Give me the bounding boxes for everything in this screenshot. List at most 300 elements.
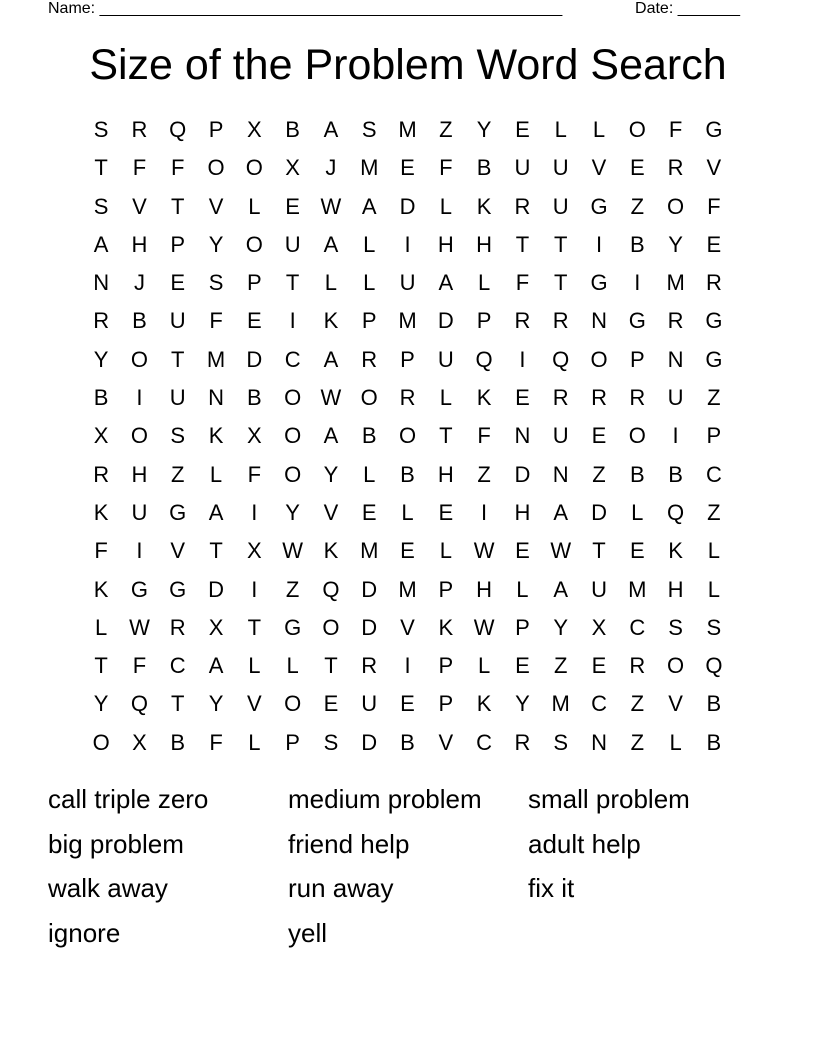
grid-letter[interactable]: T — [171, 193, 185, 219]
grid-letter[interactable]: G — [130, 576, 148, 602]
grid-letter[interactable]: U — [437, 346, 454, 372]
grid-row — [82, 685, 733, 723]
grid-letter[interactable]: L — [363, 461, 376, 487]
grid-letter[interactable]: Z — [553, 653, 568, 679]
grid-letter[interactable]: L — [363, 231, 376, 257]
grid-letter[interactable]: R — [629, 653, 646, 679]
grid-letter[interactable]: P — [246, 270, 262, 296]
grid-letter[interactable]: P — [438, 576, 454, 602]
grid-letter[interactable]: L — [248, 729, 261, 755]
grid-letter[interactable]: C — [284, 346, 301, 372]
grid-letter[interactable]: D — [514, 461, 531, 487]
grid-letter[interactable]: Y — [93, 346, 109, 372]
grid-letter[interactable]: L — [477, 653, 491, 679]
grid-letter[interactable]: Q — [552, 346, 570, 372]
grid-letter[interactable]: R — [93, 308, 110, 334]
grid-letter[interactable]: O — [130, 346, 148, 372]
grid-letter[interactable]: B — [361, 423, 377, 449]
grid-letter[interactable]: Y — [323, 461, 339, 487]
grid-letter[interactable]: P — [285, 729, 300, 755]
grid-letter[interactable]: L — [401, 499, 414, 525]
grid-letter[interactable]: V — [668, 691, 683, 717]
grid-letter[interactable]: R — [169, 614, 186, 640]
grid-letter[interactable]: L — [592, 117, 606, 142]
grid-letter[interactable]: F — [132, 155, 147, 181]
grid-letter[interactable]: H — [667, 576, 684, 602]
grid-letter[interactable]: L — [439, 385, 452, 411]
grid-letter[interactable]: Z — [707, 385, 721, 411]
grid-letter[interactable]: R — [514, 729, 531, 755]
grid-letter[interactable]: E — [323, 691, 339, 717]
grid-letter[interactable]: B — [170, 729, 186, 755]
grid-letter[interactable]: P — [629, 346, 645, 372]
grid-letter[interactable]: Y — [285, 499, 300, 525]
grid-letter[interactable]: H — [131, 461, 148, 487]
grid-letter[interactable]: X — [246, 538, 262, 564]
grid-letter[interactable]: I — [251, 499, 258, 525]
grid-letter[interactable]: L — [631, 499, 644, 525]
grid-letter[interactable]: H — [476, 576, 493, 602]
grid-letter[interactable]: A — [438, 270, 454, 296]
grid-letter[interactable]: M — [360, 538, 379, 564]
grid-letter[interactable]: D — [361, 576, 378, 602]
grid-letter[interactable]: Q — [705, 653, 723, 679]
grid-letter[interactable]: H — [131, 231, 148, 257]
grid-letter[interactable]: I — [289, 308, 296, 334]
grid-letter[interactable]: N — [591, 308, 607, 334]
grid-letter[interactable]: I — [251, 576, 258, 602]
grid-letter[interactable]: B — [400, 729, 415, 755]
grid-letter[interactable]: Y — [553, 614, 569, 640]
grid-letter[interactable]: O — [360, 385, 378, 411]
grid-letter[interactable]: S — [706, 614, 722, 640]
grid-letter[interactable]: X — [93, 423, 109, 449]
grid-letter[interactable]: R — [629, 385, 646, 411]
word-list-item: run away — [288, 873, 394, 904]
grid-letter[interactable]: W — [320, 385, 342, 411]
grid-letter[interactable]: A — [553, 576, 569, 602]
grid-letter[interactable]: E — [515, 117, 530, 142]
grid-letter[interactable]: Z — [285, 576, 300, 602]
grid-letter[interactable]: D — [246, 346, 263, 372]
grid-letter[interactable]: O — [130, 423, 148, 449]
grid-letter[interactable]: I — [672, 423, 679, 449]
grid-letter[interactable]: Y — [515, 691, 530, 717]
grid-letter[interactable]: I — [519, 346, 526, 372]
header-line — [48, 0, 740, 20]
grid-letter[interactable]: F — [132, 653, 147, 679]
grid-letter[interactable]: E — [515, 385, 530, 411]
grid-letter[interactable]: E — [361, 499, 377, 525]
grid-letter[interactable]: O — [628, 423, 646, 449]
grid-letter[interactable]: K — [476, 193, 492, 219]
grid-letter[interactable]: X — [246, 117, 262, 142]
grid-letter[interactable]: L — [477, 270, 491, 296]
grid-letter[interactable]: Y — [476, 117, 492, 142]
grid-letter[interactable]: C — [591, 691, 607, 717]
grid-letter[interactable]: S — [323, 729, 339, 755]
grid-letter[interactable]: V — [323, 499, 339, 525]
grid-letter[interactable]: K — [476, 385, 492, 411]
grid-letter[interactable]: U — [131, 499, 148, 525]
grid-letter[interactable]: Q — [169, 117, 187, 142]
grid-letter[interactable]: F — [515, 270, 530, 296]
grid-letter[interactable]: L — [248, 653, 261, 679]
grid-letter[interactable]: N — [514, 423, 531, 449]
grid-letter[interactable]: I — [136, 538, 143, 564]
grid-letter[interactable]: P — [208, 117, 224, 142]
grid-letter[interactable]: J — [133, 270, 145, 296]
grid-letter[interactable]: H — [437, 231, 454, 257]
grid-letter[interactable]: D — [208, 576, 224, 602]
grid-letter[interactable]: X — [132, 729, 147, 755]
grid-letter[interactable]: L — [707, 538, 721, 564]
grid-letter[interactable]: R — [552, 308, 569, 334]
grid-letter[interactable]: Z — [592, 461, 606, 487]
grid-letter[interactable]: W — [473, 538, 495, 564]
grid-letter[interactable]: U — [169, 308, 186, 334]
grid-letter[interactable]: D — [361, 614, 378, 640]
grid-letter[interactable]: R — [667, 155, 684, 181]
grid-letter[interactable]: O — [207, 155, 225, 181]
grid-letter[interactable]: A — [323, 346, 339, 372]
grid-letter[interactable]: S — [93, 117, 109, 142]
grid-letter[interactable]: V — [591, 155, 607, 181]
grid-letter[interactable]: J — [325, 155, 337, 181]
grid-letter[interactable]: D — [437, 308, 454, 334]
grid-letter[interactable]: A — [93, 231, 109, 257]
grid-letter[interactable]: B — [246, 385, 262, 411]
grid-letter[interactable]: G — [705, 308, 723, 334]
grid-letter[interactable]: N — [552, 461, 569, 487]
grid-letter[interactable]: Y — [668, 231, 683, 257]
grid-letter[interactable]: R — [131, 117, 148, 142]
grid-letter[interactable]: R — [93, 461, 110, 487]
grid-letter[interactable]: O — [245, 155, 263, 181]
grid-letter[interactable]: Z — [707, 499, 721, 525]
grid-letter[interactable]: B — [476, 155, 492, 181]
grid-letter[interactable]: X — [208, 614, 224, 640]
grid-letter[interactable]: W — [282, 538, 304, 564]
grid-letter[interactable]: N — [591, 729, 607, 755]
grid-letter[interactable]: T — [94, 653, 108, 679]
grid-letter[interactable]: E — [400, 155, 415, 181]
grid-letter[interactable]: U — [552, 193, 569, 219]
grid-letter[interactable]: F — [707, 193, 721, 219]
grid-letter[interactable]: S — [668, 614, 683, 640]
grid-letter[interactable]: T — [553, 231, 568, 257]
grid-letter[interactable]: Z — [630, 729, 645, 755]
grid-letter[interactable]: E — [246, 308, 262, 334]
grid-letter[interactable]: P — [170, 231, 186, 257]
grid-letter[interactable]: I — [634, 270, 641, 296]
grid-letter[interactable]: E — [591, 653, 607, 679]
grid-letter[interactable]: S — [208, 270, 224, 296]
grid-letter[interactable]: E — [400, 691, 415, 717]
word-list-item: yell — [288, 918, 328, 949]
grid-letter[interactable]: L — [516, 576, 529, 602]
grid-letter[interactable]: G — [169, 576, 187, 602]
grid-letter[interactable]: G — [590, 270, 608, 296]
grid-letter[interactable]: F — [209, 308, 223, 334]
grid-letter[interactable]: P — [476, 308, 492, 334]
grid-letter[interactable]: F — [668, 117, 683, 142]
grid-letter[interactable]: F — [94, 538, 108, 564]
grid-letter[interactable]: D — [591, 499, 607, 525]
grid-letter[interactable]: A — [323, 423, 339, 449]
grid-letter[interactable]: E — [515, 653, 530, 679]
grid-letter[interactable]: N — [667, 346, 684, 372]
grid-letter[interactable]: P — [706, 423, 722, 449]
grid-letter[interactable]: A — [553, 499, 569, 525]
grid-letter[interactable]: E — [515, 538, 530, 564]
grid-letter[interactable]: G — [590, 193, 608, 219]
grid-letter[interactable]: U — [169, 385, 186, 411]
grid-letter[interactable]: U — [514, 155, 531, 181]
grid-letter[interactable]: R — [552, 385, 569, 411]
grid-letter[interactable]: L — [439, 538, 452, 564]
grid-letter[interactable]: K — [476, 691, 492, 717]
grid-letter[interactable]: B — [706, 691, 722, 717]
grid-letter[interactable]: U — [284, 231, 301, 257]
grid-letter[interactable]: B — [706, 729, 722, 755]
grid-letter[interactable]: P — [438, 653, 454, 679]
grid-letter[interactable]: L — [95, 614, 108, 640]
grid-letter[interactable]: D — [399, 193, 416, 219]
grid-letter[interactable]: T — [439, 423, 453, 449]
grid-letter[interactable]: V — [706, 155, 722, 181]
grid-letter[interactable]: R — [591, 385, 607, 411]
grid-letter[interactable]: Z — [630, 691, 645, 717]
word-list-item: big problem — [48, 828, 184, 859]
grid-letter[interactable]: T — [209, 538, 223, 564]
grid-letter[interactable]: R — [705, 270, 722, 296]
grid-letter[interactable]: O — [284, 423, 302, 449]
grid-letter[interactable]: L — [707, 576, 721, 602]
grid-letter[interactable]: W — [550, 538, 572, 564]
grid-letter[interactable]: Z — [630, 193, 645, 219]
grid-letter[interactable]: K — [323, 538, 339, 564]
grid-letter[interactable]: A — [208, 653, 224, 679]
grid-letter[interactable]: Z — [171, 461, 185, 487]
grid-letter[interactable]: B — [400, 461, 415, 487]
grid-letter[interactable]: W — [129, 614, 150, 640]
grid-letter[interactable]: A — [208, 499, 224, 525]
grid-letter[interactable]: F — [209, 729, 223, 755]
grid-letter[interactable]: L — [439, 193, 452, 219]
grid-letter[interactable]: R — [514, 193, 531, 219]
grid-letter[interactable]: O — [628, 117, 646, 142]
grid-letter[interactable]: E — [706, 231, 722, 257]
grid-letter[interactable]: T — [592, 538, 606, 564]
grid-letter[interactable]: Y — [208, 691, 224, 717]
grid-letter[interactable]: T — [171, 346, 185, 372]
grid-letter[interactable]: K — [93, 576, 109, 602]
grid-letter[interactable]: K — [668, 538, 683, 564]
grid-letter[interactable]: M — [398, 117, 417, 142]
grid-letter[interactable]: V — [170, 538, 186, 564]
grid-letter[interactable]: S — [170, 423, 186, 449]
grid-letter[interactable]: Y — [208, 231, 224, 257]
name-field[interactable]: Name: ____________________________________________________ — [48, 0, 563, 17]
grid-letter[interactable]: O — [398, 423, 417, 449]
grid-letter[interactable]: T — [247, 614, 262, 640]
grid-letter[interactable]: I — [404, 231, 411, 257]
grid-letter[interactable]: A — [323, 231, 339, 257]
grid-letter[interactable]: R — [361, 653, 378, 679]
date-field[interactable]: Date: _______ — [635, 0, 740, 17]
grid-letter[interactable]: V — [132, 193, 147, 219]
grid-letter[interactable]: K — [208, 423, 224, 449]
grid-letter[interactable]: S — [93, 193, 109, 219]
grid-letter[interactable]: E — [629, 538, 645, 564]
grid-letter[interactable]: B — [629, 231, 645, 257]
grid-letter[interactable]: O — [590, 346, 608, 372]
grid-letter[interactable]: P — [515, 614, 530, 640]
grid-letter[interactable]: U — [361, 691, 378, 717]
grid-letter[interactable]: G — [705, 117, 723, 142]
grid-letter[interactable]: U — [552, 155, 569, 181]
grid-letter[interactable]: E — [170, 270, 186, 296]
grid-letter[interactable]: U — [399, 270, 416, 296]
grid-letter[interactable]: B — [93, 385, 109, 411]
grid-letter[interactable]: T — [285, 270, 300, 296]
grid-letter[interactable]: B — [285, 117, 300, 142]
grid-letter[interactable]: L — [669, 729, 682, 755]
grid-letter[interactable]: S — [361, 117, 377, 142]
grid-letter[interactable]: I — [481, 499, 488, 525]
grid-letter[interactable]: U — [552, 423, 569, 449]
grid-letter[interactable]: P — [438, 691, 454, 717]
grid-letter[interactable]: D — [361, 729, 378, 755]
grid-letter[interactable]: B — [629, 461, 645, 487]
grid-letter[interactable]: P — [400, 346, 415, 372]
grid-letter[interactable]: G — [169, 499, 187, 525]
grid-letter[interactable]: O — [322, 614, 340, 640]
grid-letter[interactable]: M — [628, 576, 647, 602]
grid-letter[interactable]: Q — [322, 576, 340, 602]
grid-letter[interactable]: I — [595, 231, 603, 257]
grid-letter[interactable]: U — [667, 385, 684, 411]
grid-letter[interactable]: P — [361, 308, 377, 334]
grid-letter[interactable]: H — [437, 461, 454, 487]
page-title: Size of the Problem Word Search — [89, 41, 727, 89]
grid-letter[interactable]: O — [667, 193, 685, 219]
grid-letter[interactable]: V — [438, 729, 454, 755]
grid-letter[interactable]: V — [208, 193, 224, 219]
grid-letter[interactable]: O — [284, 461, 302, 487]
grid-letter[interactable]: M — [398, 308, 417, 334]
grid-letter[interactable]: K — [93, 499, 109, 525]
grid-letter[interactable]: C — [629, 614, 646, 640]
grid-letter[interactable]: A — [323, 117, 339, 142]
grid-letter[interactable]: N — [208, 385, 224, 411]
grid-letter[interactable]: Z — [477, 461, 491, 487]
grid-letter[interactable]: O — [284, 691, 302, 717]
grid-letter[interactable]: L — [554, 117, 567, 142]
grid-letter[interactable]: O — [284, 385, 302, 411]
grid-letter[interactable]: F — [247, 461, 262, 487]
grid-letter[interactable]: R — [667, 308, 684, 334]
grid-letter[interactable]: W — [473, 614, 495, 640]
grid-letter[interactable]: L — [248, 193, 261, 219]
grid-letter[interactable]: B — [132, 308, 147, 334]
grid-letter[interactable]: F — [171, 155, 185, 181]
grid-letter[interactable]: L — [324, 270, 338, 296]
grid-letter[interactable]: I — [136, 385, 143, 411]
grid-letter[interactable]: Q — [130, 691, 148, 717]
grid-letter[interactable]: V — [400, 614, 415, 640]
grid-letter[interactable]: M — [360, 155, 379, 181]
grid-letter[interactable]: R — [514, 308, 531, 334]
grid-letter[interactable]: E — [591, 423, 607, 449]
grid-letter[interactable]: C — [476, 729, 493, 755]
grid-letter[interactable]: T — [515, 231, 530, 257]
grid-letter[interactable]: C — [169, 653, 186, 679]
grid-letter[interactable]: S — [553, 729, 569, 755]
grid-letter[interactable]: O — [92, 729, 110, 755]
word-list-item: call triple zero — [48, 784, 209, 814]
grid-letter[interactable]: X — [285, 155, 300, 181]
grid-letter[interactable]: R — [399, 385, 416, 411]
grid-letter[interactable]: N — [93, 270, 110, 296]
grid-letter[interactable]: K — [438, 614, 454, 640]
grid-letter[interactable]: L — [209, 461, 223, 487]
grid-letter[interactable]: G — [628, 308, 646, 334]
grid-letter[interactable]: V — [246, 691, 262, 717]
grid-letter[interactable]: M — [666, 270, 685, 296]
grid-letter[interactable]: B — [668, 461, 683, 487]
grid-letter[interactable]: E — [285, 193, 300, 219]
grid-letter[interactable]: M — [551, 691, 570, 717]
grid-letter[interactable]: O — [667, 653, 685, 679]
word-list-item: ignore — [48, 918, 121, 949]
grid-letter[interactable]: Q — [667, 499, 685, 525]
grid-letter[interactable]: K — [323, 308, 339, 334]
grid-letter[interactable]: Q — [475, 346, 493, 372]
grid-letter[interactable]: H — [514, 499, 531, 525]
grid-letter[interactable]: H — [476, 231, 493, 257]
grid-letter[interactable]: I — [404, 653, 411, 679]
grid-row — [82, 226, 733, 264]
grid-letter[interactable]: Y — [93, 691, 109, 717]
grid-letter[interactable]: F — [477, 423, 491, 449]
grid-letter[interactable]: M — [398, 576, 417, 602]
grid-letter[interactable]: A — [361, 193, 377, 219]
grid-letter[interactable]: C — [705, 461, 722, 487]
grid-letter[interactable]: T — [553, 270, 568, 296]
grid-letter[interactable]: Z — [439, 117, 453, 142]
grid-letter[interactable]: T — [324, 653, 338, 679]
grid-letter[interactable]: T — [171, 691, 185, 717]
grid-letter[interactable]: G — [705, 346, 723, 372]
grid-letter[interactable]: O — [245, 231, 263, 257]
grid-letter[interactable]: T — [94, 155, 108, 181]
grid-letter[interactable]: U — [591, 576, 607, 602]
grid-letter[interactable]: G — [284, 614, 302, 640]
grid-letter[interactable]: R — [361, 346, 378, 372]
grid-letter[interactable]: E — [438, 499, 454, 525]
grid-letter[interactable]: M — [206, 346, 226, 372]
grid-letter[interactable]: X — [591, 614, 607, 640]
grid-letter[interactable]: W — [320, 193, 342, 219]
grid-letter[interactable]: X — [246, 423, 262, 449]
grid-letter[interactable]: E — [629, 155, 645, 181]
grid-letter[interactable]: L — [363, 270, 376, 296]
grid-letter[interactable]: F — [439, 155, 453, 181]
grid-letter[interactable]: E — [400, 538, 415, 564]
grid-letter[interactable]: L — [286, 653, 299, 679]
